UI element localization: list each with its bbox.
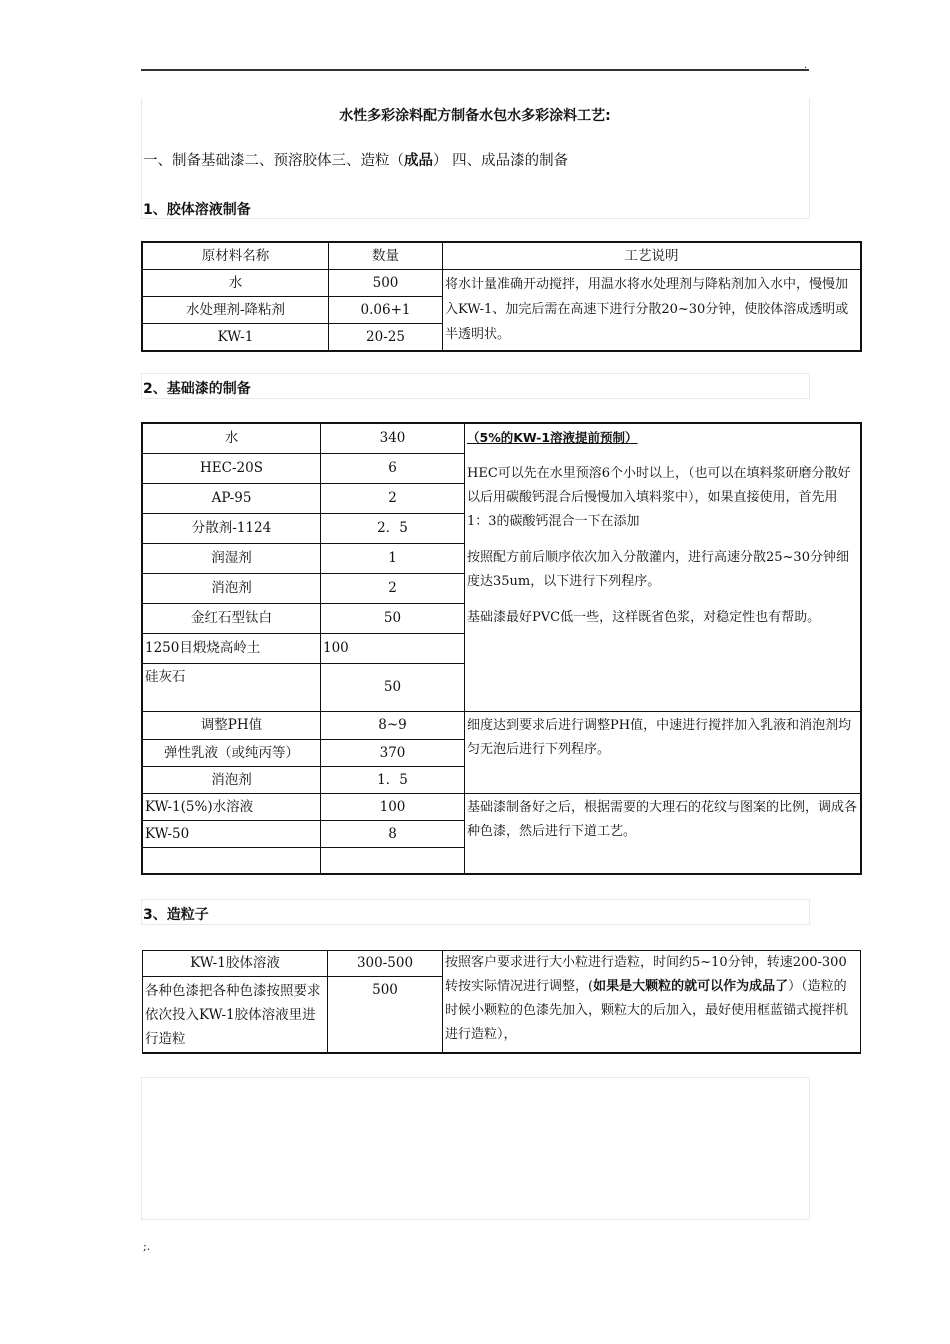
base-paint-note-c: 基础漆制备好之后，根据需要的大理石的花纹与图案的比例，调成各种色漆，然后进行下道工艺。 [465, 794, 861, 874]
material-qty: 300-500 [328, 951, 443, 977]
steps-line [143, 149, 568, 170]
material-name: 硅灰石 [143, 664, 321, 712]
table-base-paint [142, 423, 861, 874]
material-qty: 500 [328, 977, 443, 1053]
granulation-note [443, 951, 861, 1053]
material-qty: 340 [321, 424, 465, 454]
section2-heading: 2、基础漆的制备 [143, 381, 251, 397]
table-granulation [142, 950, 861, 1054]
steps-part2: ） 四、成品漆的制备 [433, 153, 569, 169]
material-name: HEC-20S [143, 454, 321, 484]
material-qty: 50 [321, 664, 465, 712]
material-name: 各种色漆把各种色漆按照要求依次投入KW-1胶体溶液里进行造粒 [143, 977, 328, 1053]
material-qty: 50 [321, 604, 465, 634]
base-paint-note-a [465, 424, 861, 712]
material-name: 水 [143, 424, 321, 454]
material-qty: 8~9 [321, 712, 465, 740]
material-qty: 2 [321, 574, 465, 604]
table-colloid-solution [142, 242, 861, 351]
steps-bold: 成品 [404, 153, 433, 169]
material-name: 金红石型钛白 [143, 604, 321, 634]
granulation-note-bold: 如果是大颗粒的就可以作为成品了 [593, 979, 789, 994]
material-qty: 8 [321, 821, 465, 848]
material-name: AP-95 [143, 484, 321, 514]
material-name: KW-1胶体溶液 [143, 951, 328, 977]
document-title: 水性多彩涂料配方制备水包水多彩涂料工艺: [339, 108, 611, 124]
material-qty: 0.06+1 [329, 297, 443, 324]
material-name: 分散剂-1124 [143, 514, 321, 544]
header-material: 原材料名称 [143, 243, 329, 270]
material-qty: 1 [321, 544, 465, 574]
material-qty: 1．5 [321, 767, 465, 794]
material-name: 水 [143, 270, 329, 297]
material-name: 润湿剂 [143, 544, 321, 574]
process-note: 将水计量准确开动搅拌，用温水将水处理剂与降粘剂加入水中，慢慢加入KW-1、加完后需在高速下进行分散20~30分钟，使胶体溶成透明或半透明状。 [443, 270, 861, 351]
header-mark: . [804, 60, 808, 71]
material-name: 消泡剂 [143, 574, 321, 604]
material-qty: 2 [321, 484, 465, 514]
base-paint-note-b: 细度达到要求后进行调整PH值，中速进行搅拌加入乳液和消泡剂均匀无泡后进行下列程序。 [465, 712, 861, 794]
header-qty: 数量 [329, 243, 443, 270]
material-qty: 100 [321, 794, 465, 821]
dispersion-note: 按照配方前后顺序依次加入分散灌内，进行高速分散25~30分钟细度达35um，以下进行下列程序。 [467, 550, 849, 589]
material-qty: 370 [321, 740, 465, 767]
footer-mark: ;. [143, 1240, 151, 1253]
material-qty [321, 848, 465, 874]
material-name: 消泡剂 [143, 767, 321, 794]
material-name: 调整PH值 [143, 712, 321, 740]
material-qty: 100 [321, 634, 465, 664]
material-name: KW-1 [143, 324, 329, 351]
material-qty: 20-25 [329, 324, 443, 351]
material-name: 弹性乳液（或纯丙等） [143, 740, 321, 767]
material-qty: 500 [329, 270, 443, 297]
hec-note: HEC可以先在水里预溶6个小时以上，（也可以在填料浆研磨分散好以后用碳酸钙混合后慢慢加入填料浆中），如果直接使用，首先用1：3的碳酸钙混合一下在添加 [467, 466, 851, 529]
granulation-note-1: 按照客户要求进行大小粒进行造粒，时间约5~10分钟，转速200-300转按实际情况进行调整，( [445, 955, 847, 994]
header-process: 工艺说明 [443, 243, 861, 270]
section-frame-3 [141, 899, 810, 925]
header-rule [141, 69, 809, 71]
granulation-note-2: ）（造粒的时候小颗粒的色漆先加入，颗粒大的后加入，最好使用框蓝锚式搅拌机进行造粒）， [445, 979, 849, 1042]
bottom-frame [141, 1077, 810, 1220]
material-name: KW-1(5%)水溶液 [143, 794, 321, 821]
material-qty: 6 [321, 454, 465, 484]
material-name: KW-50 [143, 821, 321, 848]
material-name: 水处理剂-降粘剂 [143, 297, 329, 324]
section3-heading: 3、造粒子 [143, 907, 209, 923]
kw1-solution-title: （5%的KW-1溶液提前预制） [467, 430, 638, 445]
material-name [143, 848, 321, 874]
pvc-note: 基础漆最好PVC低一些，这样既省色浆，对稳定性也有帮助。 [467, 610, 821, 625]
material-name: 1250目煅烧高岭土 [143, 634, 321, 664]
section1-heading: 1、胶体溶液制备 [143, 202, 251, 218]
material-qty: 2．5 [321, 514, 465, 544]
steps-part1: 一、制备基础漆二、预溶胶体三、造粒（ [143, 153, 404, 169]
